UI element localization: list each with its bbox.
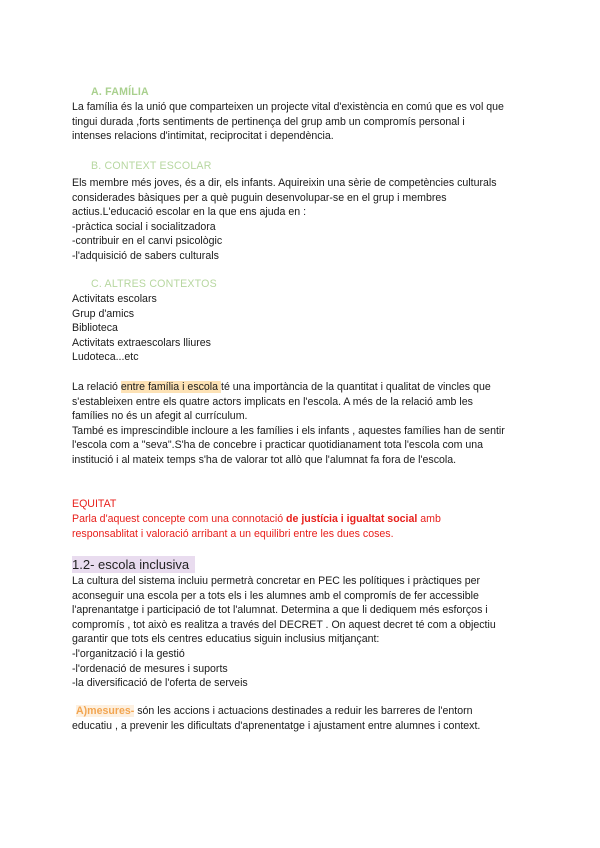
equitat-text-post: amb (417, 513, 441, 525)
section-heading-escola-inclusiva: 1.2- escola inclusiva (72, 556, 195, 573)
relacio-text-pre: La relació (72, 381, 121, 393)
list-item: Biblioteca (72, 322, 118, 335)
paragraph-line: educatiu , a prevenir les dificultats d'aprenentatge i ajustament entre alumnes i context. (72, 719, 481, 732)
list-item: Activitats escolars (72, 293, 157, 305)
list-item: -la diversificació de l'oferta de serveis (72, 677, 248, 690)
paragraph-line: intenses relacions d'intimitat, reciprocitat i dependència. (72, 130, 334, 143)
relacio-text-post: té una importància de la quantitat i qualitat de vincles que (221, 381, 491, 393)
section-a-paragraph (72, 100, 528, 144)
paragraph-line: tingui durada ,forts sentiments de pertinença del grup amb un compromís personal i (72, 115, 465, 128)
mesures-text: són les accions i actuacions destinades a reduir les barreres de l'entorn (134, 705, 473, 717)
section-c-list (72, 292, 528, 365)
paragraph-line (72, 704, 528, 719)
paragraph-line: Els membre més joves, és a dir, els infants. Aquireixin una sèrie de competències culturals (72, 177, 497, 189)
paragraph-line: La cultura del sistema incluiu permetrà concretar en PEC les polítiques i pràctiques per (72, 575, 481, 587)
paragraph-line: l'escola com a "seva".S'ha de concebre i practicar quotidianament tota l'escola com una (72, 439, 484, 452)
equitat-text-pre: Parla d'aquest concepte com una connotació (72, 513, 287, 525)
list-item: Activitats extraescolars lliures (72, 336, 211, 349)
list-item: -l'ordenació de mesures i suports (72, 662, 228, 675)
paragraph-line: considerades bàsiques per a què puguin desenvolupar-se en el grup i membres (72, 191, 447, 204)
paragraph-line (72, 380, 528, 395)
mesures-paragraph (72, 704, 528, 733)
equitat-title: EQUITAT (72, 498, 117, 510)
paragraph-line: s'estableixen entre els quatre actors implicats en l'escola. A més de la relació amb les (72, 395, 473, 408)
equitat-paragraph (72, 512, 528, 541)
list-item: -l'adquisició de sabers culturals (72, 249, 219, 262)
list-item: -l'organització i la gestió (72, 647, 185, 660)
section-c-heading: C. ALTRES CONTEXTOS (91, 278, 217, 290)
paragraph-line: aconseguir una escola per a tots els i les alumnes amb el compromís de fer accessible (72, 589, 479, 602)
section-b-paragraph (72, 176, 528, 264)
paragraph-line: També es imprescindible incloure a les famílies i els infants , aquestes famílies han de sentir (72, 424, 505, 437)
inclusiva-paragraph (72, 574, 528, 691)
list-item: Grup d'amics (72, 307, 135, 320)
paragraph-line: La família és la unió que comparteixen un projecte vital d'existència en comú que es vol que (72, 101, 504, 113)
paragraph-line (72, 512, 528, 527)
list-item: -contribuir en el canvi psicològic (72, 235, 223, 248)
paragraph-line: responsablitat i valoració arribant a un equilibri entre les dues coses. (72, 527, 394, 540)
section-b-heading: B. CONTEXT ESCOLAR (91, 160, 212, 172)
paragraph-line: actius.L'educació escolar en la que ens ajuda en : (72, 206, 307, 219)
paragraph-line: garantir que tots els centres educatius siguin inclusius mitjançant: (72, 633, 380, 646)
list-item: Ludoteca...etc (72, 351, 139, 364)
paragraph-line: famílies no és un afegit al currículum. (72, 410, 248, 423)
mesures-label: A)mesures- (76, 705, 135, 717)
paragraph-line: institució i al mateix temps s'ha de valorar tot allò que l'alumnat fa fora de l'escola. (72, 453, 457, 466)
relacio-paragraph (72, 380, 528, 468)
equitat-bold-phrase: de justícia i igualtat social (286, 513, 418, 525)
list-item: -pràctica social i socialitzadora (72, 220, 216, 233)
highlighted-phrase: entre família i escola (120, 381, 221, 393)
paragraph-line: l'aprenantatge i participació de tot l'alumnat. Determina a que li dediquem més esforços i (72, 604, 488, 617)
paragraph-line: compromís , tot això es realitza a través del DECRET . On aquest decret té com a objectiu (72, 618, 496, 631)
section-a-heading: A. FAMÍLIA (91, 86, 149, 98)
